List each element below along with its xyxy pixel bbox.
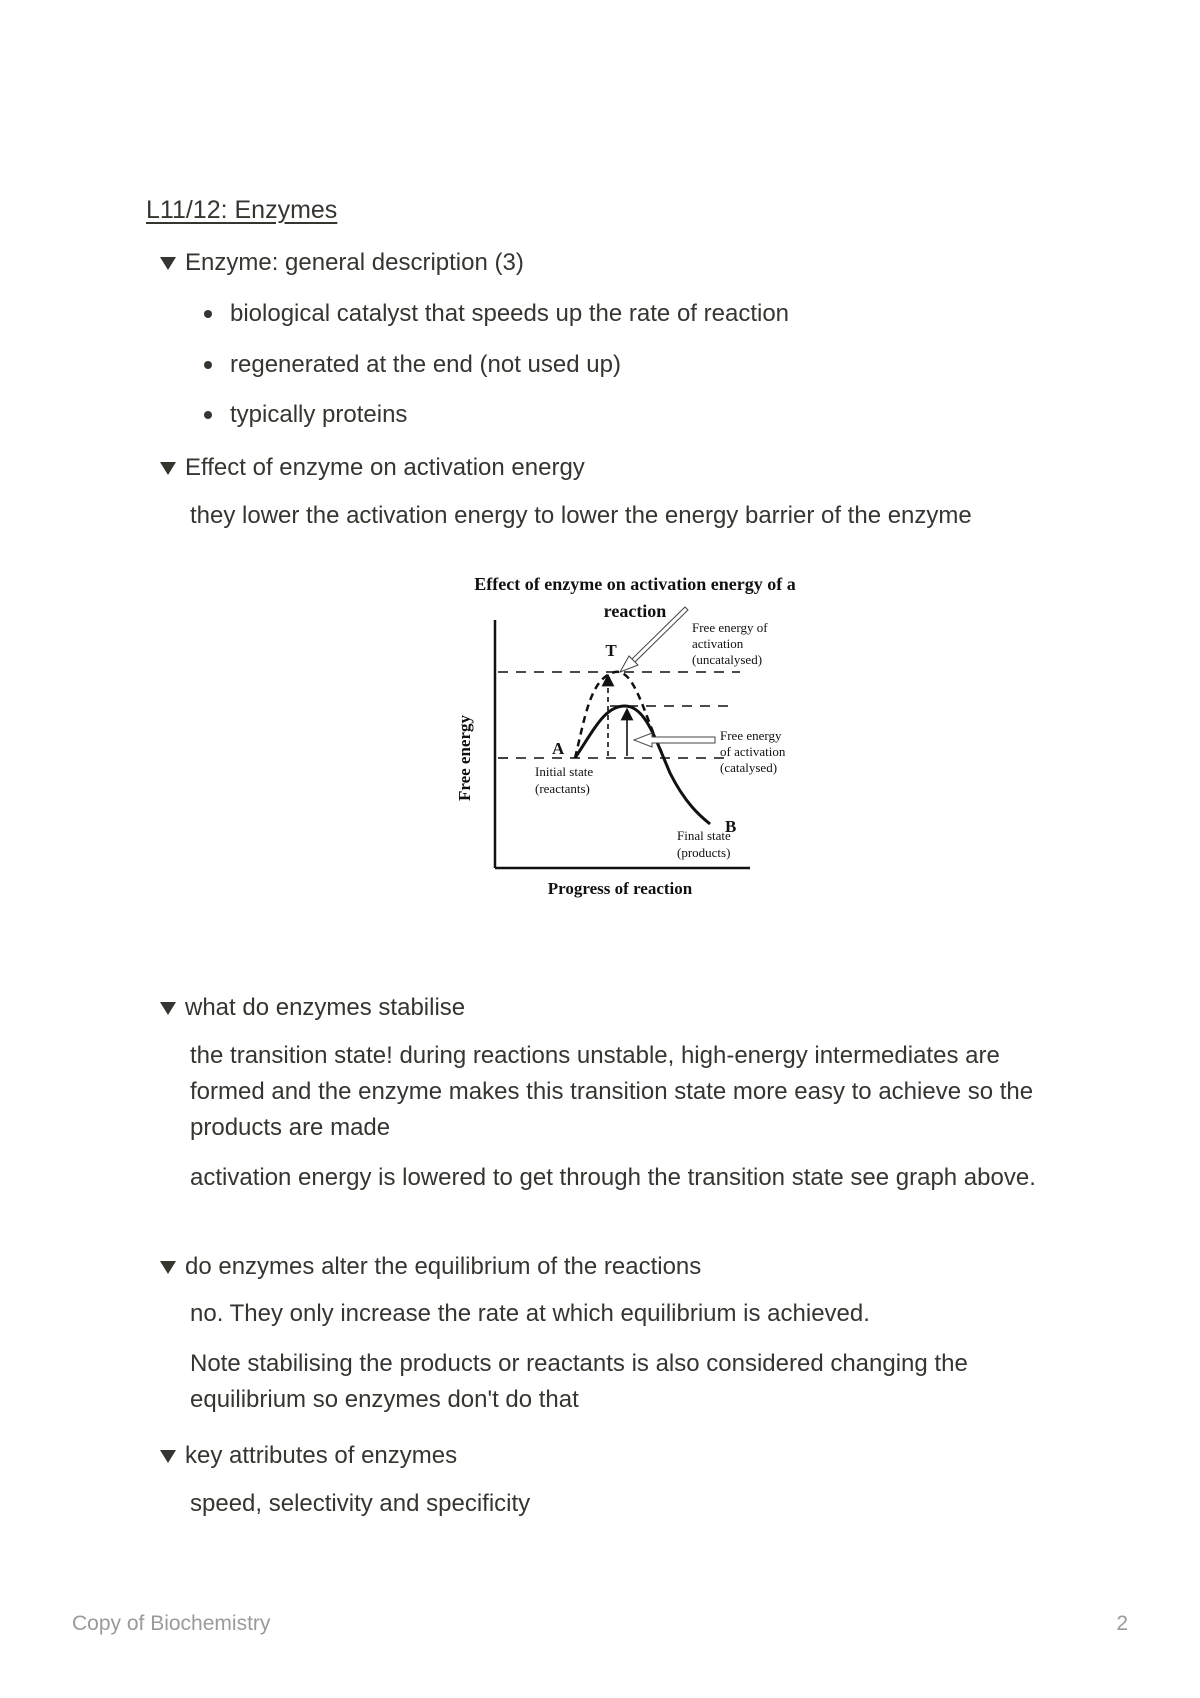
paragraph: speed, selectivity and specificity bbox=[190, 1490, 531, 1517]
bullet-icon bbox=[204, 411, 212, 419]
activation-energy-diagram bbox=[430, 568, 850, 903]
list-item bbox=[204, 300, 789, 328]
bullet-icon bbox=[204, 310, 212, 318]
toggle-triangle-icon[interactable] bbox=[160, 1261, 176, 1274]
catalysed-pointer bbox=[634, 733, 715, 747]
toggle-triangle-icon[interactable] bbox=[160, 462, 176, 475]
list-item-text: biological catalyst that speeds up the rate of reaction bbox=[230, 300, 790, 327]
label-T: T bbox=[605, 641, 617, 660]
toggle-label: key attributes of enzymes bbox=[185, 1442, 458, 1469]
footer-page-number: 2 bbox=[1116, 1612, 1128, 1635]
list-item bbox=[204, 351, 621, 379]
paragraph: Note stabilising the products or reactants is also considered changing the equilibrium so enzymes don't do that bbox=[190, 1350, 968, 1413]
page-title: L11/12: Enzymes bbox=[146, 196, 338, 224]
bullet-icon bbox=[204, 361, 212, 369]
footer-document-title: Copy of Biochemistry bbox=[72, 1612, 271, 1635]
initial-state-label-2: (reactants) bbox=[535, 781, 590, 796]
uncatalysed-label-3: (uncatalysed) bbox=[692, 652, 763, 667]
toggle-triangle-icon[interactable] bbox=[160, 1002, 176, 1015]
label-A: A bbox=[552, 739, 565, 758]
toggle-triangle-icon[interactable] bbox=[160, 1450, 176, 1463]
toggle-activation-energy[interactable] bbox=[160, 454, 585, 482]
paragraph: they lower the activation energy to lower the energy barrier of the enzyme bbox=[190, 502, 972, 529]
toggle-general-description[interactable] bbox=[160, 249, 524, 277]
toggle-key-attributes[interactable] bbox=[160, 1442, 457, 1470]
toggle-triangle-icon[interactable] bbox=[160, 257, 176, 270]
toggle-equilibrium[interactable] bbox=[160, 1253, 701, 1281]
catalysed-label: Free energy bbox=[720, 728, 782, 743]
catalysed-label-2: of activation bbox=[720, 744, 786, 759]
x-axis-label: Progress of reaction bbox=[547, 879, 693, 898]
list-item-text: typically proteins bbox=[230, 401, 408, 428]
initial-state-label: Initial state bbox=[535, 764, 594, 779]
list-item-text: regenerated at the end (not used up) bbox=[230, 351, 621, 378]
y-axis-label: Free energy bbox=[455, 714, 474, 802]
paragraph: the transition state! during reactions unstable, high-energy intermediates are formed and the enzyme makes this transition state more easy to achieve so the products are made bbox=[190, 1042, 1034, 1141]
toggle-label: Enzyme: general description (3) bbox=[185, 249, 524, 276]
catalysed-label-3: (catalysed) bbox=[720, 760, 778, 775]
final-state-label-2: (products) bbox=[677, 845, 731, 860]
figure-title: Effect of enzyme on activation energy of a bbox=[474, 574, 796, 594]
toggle-label: Effect of enzyme on activation energy bbox=[185, 454, 585, 481]
label-B: B bbox=[725, 817, 737, 836]
uncatalysed-label-2: activation bbox=[692, 636, 744, 651]
figure-title-2: reaction bbox=[603, 601, 667, 621]
paragraph: no. They only increase the rate at which equilibrium is achieved. bbox=[190, 1300, 870, 1327]
catalysed-curve bbox=[575, 706, 710, 824]
uncatalysed-label: Free energy of bbox=[692, 620, 768, 635]
paragraph: activation energy is lowered to get through the transition state see graph above. bbox=[190, 1164, 1036, 1191]
final-state-label: Final state bbox=[677, 828, 731, 843]
toggle-label: what do enzymes stabilise bbox=[185, 994, 466, 1021]
toggle-what-stabilise[interactable] bbox=[160, 994, 465, 1022]
toggle-label: do enzymes alter the equilibrium of the reactions bbox=[185, 1253, 702, 1280]
list-item bbox=[204, 401, 407, 429]
